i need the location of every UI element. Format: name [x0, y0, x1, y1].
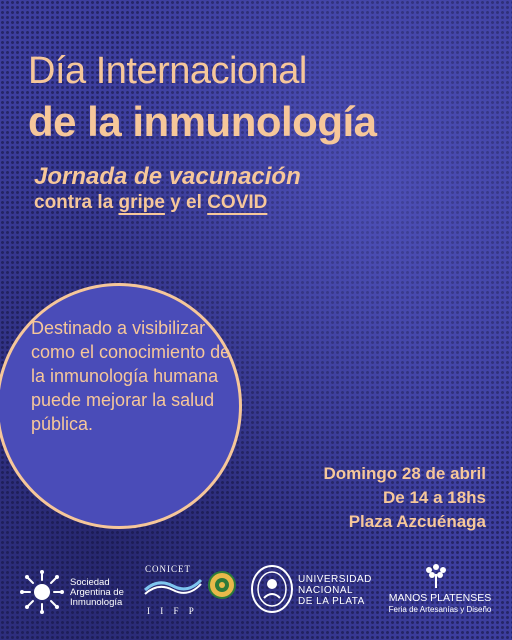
iifp-label: I I F P — [147, 606, 198, 616]
event-date: Domingo 28 de abril — [323, 464, 486, 483]
conicet-iifp-logo — [143, 564, 243, 624]
unlp-line-3: DE LA PLATA — [298, 596, 365, 607]
footer-logos — [0, 558, 512, 640]
unlp-line-2: NACIONAL — [298, 585, 354, 596]
event-place: Plaza Azcuénaga — [348, 512, 486, 531]
unlp-logo — [250, 564, 370, 620]
event-time: De 14 a 18hs — [382, 488, 486, 507]
sun-icon — [20, 570, 64, 614]
subtitle-covid: COVID — [207, 192, 268, 213]
conicet-wave-icon — [143, 574, 203, 596]
manos-name: MANOS PLATENSES — [388, 592, 492, 604]
subtitle-line-1: Jornada de vacunación — [34, 163, 301, 190]
tree-icon — [422, 562, 450, 590]
title-line-2: de la inmunología — [28, 98, 377, 145]
sai-line-1: Sociedad — [70, 577, 110, 588]
sai-line-2: Argentina de — [70, 587, 124, 598]
manos-tagline: Feria de Artesanías y Diseño — [388, 605, 492, 614]
title-line-1: Día Internacional — [28, 50, 307, 92]
sai-logo — [20, 570, 135, 614]
manos-platenses-logo — [378, 562, 502, 622]
conicet-label: CONICET — [145, 564, 191, 574]
iifp-seal-icon — [207, 570, 237, 600]
unlp-line-1: UNIVERSIDAD — [298, 574, 372, 585]
sai-line-3: Inmunología — [70, 597, 123, 608]
event-info — [324, 462, 486, 534]
subtitle-text-a: contra la — [34, 192, 119, 213]
description-text: Destinado a visibilizar como el conocimiento de la inmunología humana puede mejorar la salud pública. — [31, 318, 231, 434]
subtitle-gripe: gripe — [118, 192, 165, 213]
unlp-emblem-icon — [250, 564, 294, 614]
subtitle-line-2 — [34, 192, 267, 214]
subtitle-text-c: y el — [164, 192, 208, 213]
